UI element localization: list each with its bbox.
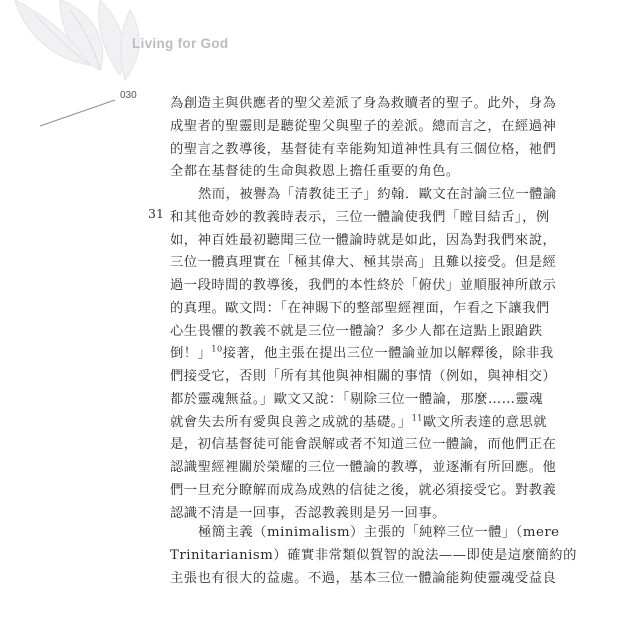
- text-line: 和其他奇妙的教義時表示，三位一體論使我們「瞠目結舌」，例: [170, 209, 550, 225]
- running-header-title: Living for God: [132, 36, 229, 51]
- text-line: 然而，被譽為「清教徒王子」約翰．歐文在討論三位一體論: [198, 187, 557, 202]
- text-segment: 接著，他主張在提出三位一體論並加以解釋後，除非我: [222, 346, 554, 362]
- margin-page-number: 31: [148, 206, 164, 221]
- text-line: 的真理。歐文問：「在神賜下的整部聖經裡面，乍看之下讓我們: [170, 300, 550, 316]
- text-line: [170, 343, 554, 366]
- text-line: 極簡主義（minimalism）主張的「純粹三位一體」（mere: [198, 525, 560, 540]
- text-line: 主張也有很大的益處。不過，基本三位一體論能夠使靈魂受益良: [170, 570, 557, 586]
- text-line: 認識聖經裡關於榮耀的三位一體論的教導，並逐漸有所回應。他: [170, 460, 557, 475]
- text-line: 三位一體真理實在「極其偉大、極其崇高」且難以接受。但是經: [170, 255, 557, 271]
- text-line: 為創造主與供應者的聖父差派了身為救贖者的聖子。此外，身為: [170, 96, 557, 111]
- text-line: [170, 412, 548, 435]
- text-line: 們一旦充分瞭解而成為成熟的信徒之後，就必須接受它。對教義: [170, 482, 557, 498]
- text-segment: 歐文所表達的意思就: [422, 414, 548, 430]
- text-line: 的聖言之教導後，基督徒有幸能夠知道神性具有三個位格，祂們: [170, 141, 557, 157]
- text-line: Trinitarianism）確實非常類似賀智的說法——即使是這麼簡約的: [170, 547, 577, 563]
- paragraph-1: [170, 93, 557, 184]
- page-number: 030: [120, 90, 137, 101]
- footnote-ref-11[interactable]: 11: [411, 413, 423, 423]
- text-line: 心生畏懼的教義不就是三位一體論？多少人都在這點上跟蹌跌: [170, 323, 543, 339]
- footnote-ref-10[interactable]: 10: [211, 344, 223, 354]
- text-line: 如，神百姓最初聽聞三位一體論時就是如此，因為對我們來說，: [170, 232, 557, 248]
- text-line: 成聖者的聖靈則是聽從聖父與聖子的差派。總而言之，在經過神: [170, 118, 557, 134]
- text-segment: 倒！」: [170, 346, 212, 362]
- text-line: 過一段時間的教導後，我們的本性終於「俯伏」並順服神所啟示: [170, 278, 557, 293]
- paragraph-3: [170, 522, 577, 590]
- text-line: 都於靈魂無益。」歐文又說：「剔除三位一體論，那麼……靈魂: [170, 391, 544, 407]
- paragraph-2: [170, 184, 557, 525]
- text-line: 們接受它，否則「所有其他與神相關的事情（例如，與神相交）: [170, 369, 557, 384]
- text-line: 全都在基督徒的生命與救恩上擔任重要的角色。: [170, 164, 460, 180]
- text-segment: 就會失去所有愛與良善之成就的基礎。」: [170, 414, 412, 430]
- text-line: 是，初信基督徒可能會誤解或者不知道三位一體論，而他們正在: [170, 437, 557, 453]
- text-line: 認識不清是一回事，否認教義則是另一回事。: [170, 505, 446, 521]
